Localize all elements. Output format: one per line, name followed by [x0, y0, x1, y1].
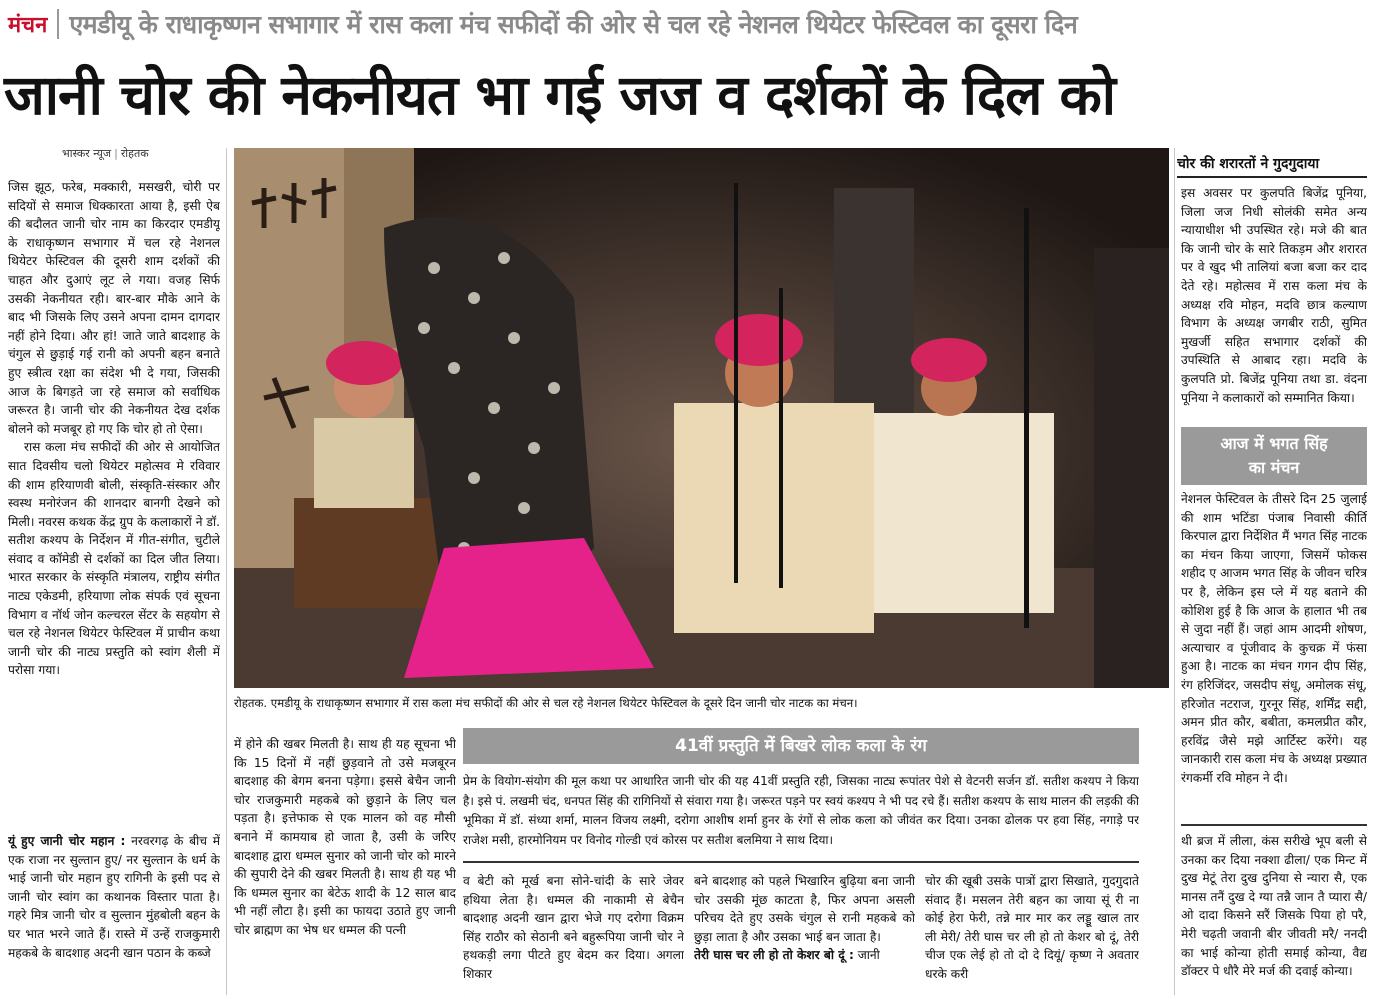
sidebar-paragraph: नेशनल फेस्टिवल के तीसरे दिन 25 जुलाई की शाम भटिंडा पंजाब निवासी कीर्ति किरपाल द्वारा निर्देशित मैं भगत सिंह नाटक का मंचन किया जाएगा, जिसमें फोकस शहीद ए आजम भगत सिंह के जीवन चरित्र पर है, लेकिन इस प्ले में यह बताने की कोशिश हुई है कि आज के हालात भी तब से जुदा नहीं हैं। जहां आम आदमी शोषण, अत्याचार व पूंजीवाद के कुचक्र में फंसा हुआ है। नाटक का मंचन गगन दीप सिंह, रंग हरिजिंदर, जसदीप संधू, अमोलक संधू, हरिजोत नटराज, गुरनूर सिंह, शर्मिंद्र सद्दी, अमन प्रीत कौर, बबीता, कमलप्रीत कौर, हरविंद्र जैसे मझे आर्टिस्ट करेंगे। यह जानकारी रास कला मंच के अध्यक्ष प्रख्यात रंगकर्मी रवि मोहन ने दी।: [1181, 492, 1367, 785]
article-column-mid: [234, 735, 456, 995]
sidebar-box-line: आज में भगत सिंह: [1220, 434, 1328, 453]
sidebar-column-text-2: [1181, 490, 1367, 820]
stage-wing-right: [1094, 248, 1169, 688]
article-paragraph: चोर की खूबी उसके पात्रों द्वारा सिखाते, गुदगुदाते संवाद हैं। मसलन तेरी बहन का जाया सूं री ना कोई हेरा फेरी, तन्ने मार मार कर लड्डू खाल तार ली मेरी/ तेरी घास चर ली हो तो केशर बो दूं, तेरी चीज एक लेई हो तो दो दे दियूं/ कृष्ण ने अवतार धरके करी: [925, 874, 1139, 981]
sidebar-box-line: का मंचन: [1248, 458, 1300, 477]
infobox-divider: [463, 861, 1139, 863]
byline-place: रोहतक: [120, 147, 149, 160]
infobox-title: 41वीं प्रस्तुति में बिखरे लोक कला के रंग: [463, 728, 1139, 764]
sidebar-divider: [1181, 824, 1367, 826]
inline-subhead: यूं हुए जानी चोर महान :: [8, 834, 126, 848]
article-paragraph: [694, 946, 915, 965]
mic-stand-2: [779, 288, 783, 588]
column-rule: [226, 148, 227, 995]
article-paragraph: [8, 832, 220, 962]
kicker-strip: [0, 0, 1373, 48]
kicker-text: एमडीयू के राधाकृष्णन सभागार में रास कला मंच सफीदों की ओर से चल रहे नेशनल थियेटर फेस्टिवल का दूसरा दिन: [69, 10, 1078, 39]
turban-center: [715, 314, 803, 366]
kicker-divider: [57, 9, 59, 39]
sidebar-box-title: [1181, 427, 1367, 485]
byline-source: भास्कर न्यूज: [62, 147, 112, 160]
paragraph-text: नरवरगढ़ के बीच में एक राजा नर सुल्तान हुए/ नर सुल्तान के धर्म के भाई जानी चोर महान हुए रागिनी के इसी पद से जानी चोर स्वांग का कथानक विस्तार पाता है। गहरे मित्र जानी चोर व सुल्तान मुंहबोली बहन के घर भात भरने जाते हैं। रास्ते में उन्हें राजकुमारी महकबे के बादशाह अदनी खान पठान के कब्जे: [8, 834, 220, 960]
column-rule: [1174, 148, 1175, 995]
photo-caption: रोहतक. एमडीयू के राधाकृष्णन सभागार में रास कला मंच सफीदों की ओर से चल रहे नेशनल थियेटर फेस्टिवल के दूसरे दिन जानी चोर नाटक का मंचन।: [234, 696, 858, 710]
mic-stand-right: [1024, 208, 1029, 628]
article-paragraph: बने बादशाह को पहले भिखारिन बुढ़िया बना जानी चोर उसकी मूंछ काटता है, फिर अपना असली परिचय देते हुए उसके चंगुल से रानी महकबे को छुड़ा लाता है और उसका भाई बन जाता है।: [694, 874, 915, 944]
article-column-m2: [463, 872, 684, 995]
sidebar-heading: चोर की शरारतों ने गुदगुदाया: [1177, 150, 1367, 178]
harmonium: [294, 498, 444, 608]
sidebar-paragraph: थी ब्रज में लीला, कंस सरीखे भूप बली से उनका कर दिया नक्शा ढीला/ एक मिन्ट में दुख मेटूं तेरा दुख दुनिया से न्यारा सै, एक मानस तनैं दुख दे ग्या तन्नै जान तै प्यारा सै/ ओ दादा किसने सरैं जिसके पिया हो परै, मेरी चढ़ती जवानी बीर जीवती मरै/ ननदी का भाई कोन्या होती समाई कोन्या, वैद्य डॉक्टर पे धौरै मेरे मर्ज की दवाई कोन्या।: [1181, 834, 1367, 979]
article-paragraph: रास कला मंच सफीदों की ओर से आयोजित सात दिवसीय चलो थियेटर महोत्सव मे रविवार की शाम हरियाणवी बोली, संस्कृति-संस्कार और स्वस्थ मनोरंजन की शानदार बानगी देखने को मिली। नवरस कथक केंद्र ग्रुप के कलाकारों ने डॉ. सतीश कश्यप के निर्देशन में गीत-संगीत, चुटीले संवाद व कॉमेडी से दर्शकों का दिल जीत लिया। भारत सरकार के संस्कृति मंत्रालय, राष्ट्रीय संगीत नाट्य एकेडमी, हरियाणा लोक संपर्क एवं सूचना विभाग व नॉर्थ जोन कल्चरल सेंटर के सहयोग से चल रहे नेशनल थियेटर फेस्टिवल में प्राचीन कथा जानी चोर की नाट्य प्रस्तुति को स्वांग शैली में परोसा गया।: [8, 440, 220, 678]
inline-subhead: तेरी घास चर ली हो तो केशर बो दूं :: [694, 948, 854, 963]
article-column-m3: [694, 872, 915, 995]
article-paragraph: में होने की खबर मिलती है। साथ ही यह सूचना भी कि 15 दिनों में नहीं छुड़वाने तो उसे मजबूरन बादशाह की बेगम बनना पड़ेगा। इससे बेचैन जानी चोर राजकुमारी महकबे को छुड़ाने के लिए चल पड़ता है। इत्तेफाक से एक मालन को वह मौसी बनाने में कामयाब हो जाता है, उसी के जरिए बादशाह द्वारा धम्मल सुनार को जानी चोर को मारने की सुपारी देने की खबर मिलती है। साथ ही यह भी कि धम्मल सुनार का बेटेऊ शादी के 12 साल बाद भी नहीं लौटा है। इसी का फायदा उठाते हुए जानी चोर ब्राह्मण का भेष धर धम्मल की पत्नी: [234, 737, 456, 937]
sidebar-paragraph: इस अवसर पर कुलपति बिजेंद्र पूनिया, जिला जज निधी सोलंकी समेत अन्य न्यायाधीश भी उपस्थित रहे। मजे की बात कि जानी चोर के सारे तिकड़म और शरारत पर वे खुद भी तालियां बजा बजा कर दाद देते रहे। महोत्सव में रास कला मंच के अध्यक्ष रवि मोहन, मदवि छात्र कल्याण विभाग के अध्यक्ष जगबीर राठी, सुमित मुखर्जी सहित सभागार दर्शकों की उपस्थिति से आबाद रहा। मदवि के कुलपति प्रो. बिजेंद्र पूनिया तथा डा. वंदना पूनिया ने कलाकारों को सम्मानित किया।: [1181, 186, 1367, 405]
article-column-left: [8, 178, 220, 823]
turban-left: [326, 341, 402, 385]
stage-photo-illustration: [234, 148, 1169, 688]
byline-divider: |: [114, 147, 118, 160]
paragraph-text: जानी: [857, 948, 880, 963]
mic-stand: [734, 183, 738, 583]
stage-photo: [234, 148, 1169, 688]
section-label: मंचन: [8, 13, 48, 38]
turban-right: [911, 338, 987, 382]
article-paragraph: व बेटी को मूर्ख बना सोने-चांदी के सारे जेवर हथिया लेता है। धम्मल की नाकामी से बेचैन बादशाह अदनी खान द्वारा भेजे गए दरोगा विक्रम सिंह राठौर को सेठानी बने बहुरूपिया जानी चोर ने हथकड़ी लगा पीटते हुए बेदम कर दिया। अगला शिकार: [463, 874, 684, 981]
article-column-left-lower: [8, 832, 220, 995]
sidebar-column-text-3: [1181, 832, 1367, 995]
actor-center-body: [674, 403, 874, 633]
headline: जानी चोर की नेकनीयत भा गई जज व दर्शकों के दिल को: [4, 63, 1116, 127]
byline: [62, 146, 149, 161]
article-column-m4: [925, 872, 1139, 995]
infobox-text: प्रेम के वियोग-संयोग की मूल कथा पर आधारित जानी चोर की यह 41वीं प्रस्तुति रही, जिसका नाट्य रूपांतर पेशे से वेटनरी सर्जन डॉ. सतीश कश्यप ने किया है। इसे पं. लखमी चंद, धनपत सिंह की रागिनियों से संवारा गया है। जरूरत पड़ने पर स्वयं कश्यप ने भी पद रचे हैं। सतीश कश्यप के साथ मालन की लड़की की भूमिका में डॉ. संध्या शर्मा, मालन विजय लक्ष्मी, दरोगा आशीष शर्मा हुनर के रंगों से लोक कला को जीवंत कर दिया। उनका ढोलक पर हवा सिंह, नगाड़े पर राजेश मसी, हारमोनियम पर विनोद गोल्डी एवं कोरस पर सतीश बलमिया ने साथ दिया।: [463, 774, 1139, 847]
sidebar-column-text: [1181, 184, 1367, 424]
article-paragraph: जिस झूठ, फरेब, मक्कारी, मसखरी, चोरी पर सदियों से समाज धिक्कारता आया है, इसी ऐब की बदौलत जानी चोर नाम का किरदार एमडीयू के राधाकृष्णन सभागार में चल रहे नेशनल थियेटर फेस्टिवल की दूसरी शाम दर्शकों की चाहत और दुआएं लूट ले गया। वजह सिर्फ उसकी नेकनीयत रही। बार-बार मौके आने के बाद भी जिसके लिए उसने अपना दामन दागदार नहीं होने दिया। और हां! जाते जाते बादशाह के चंगुल से छुड़ाई गई रानी को अपनी बहन बनाते हुए स्त्रीत्व रक्षा का संदेश भी दे गया, जिसकी आज के बिगड़ते जा रहे समाज को सर्वाधिक जरूरत है। जानी चोर की नेकनीयत देख दर्शक बोलने को मजबूर हो गए कि चोर हो तो ऐसा।: [8, 180, 220, 436]
musician-left-body: [314, 418, 414, 508]
